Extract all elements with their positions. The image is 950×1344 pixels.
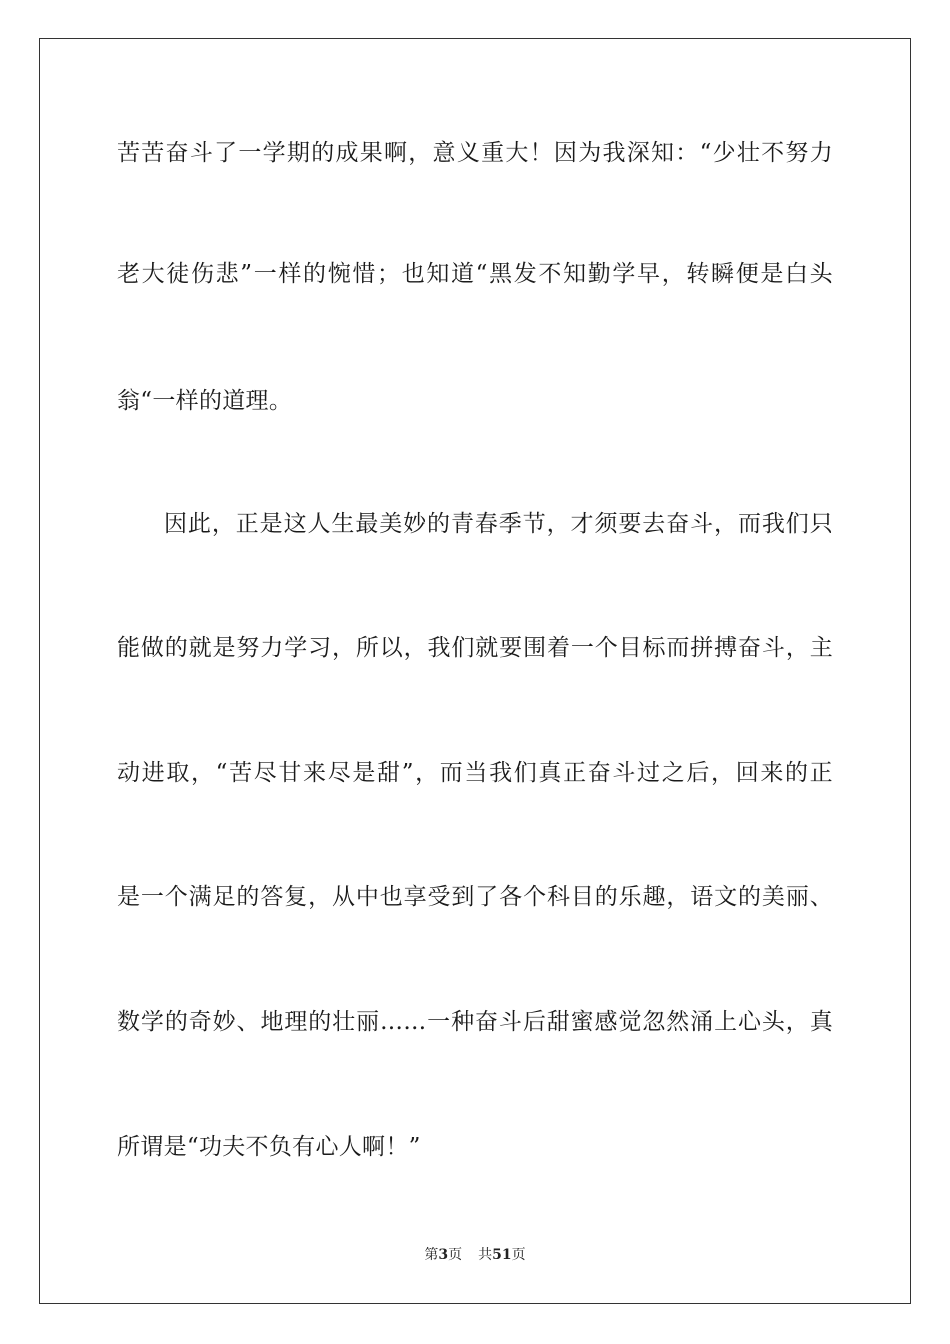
page-footer: [0, 1246, 950, 1264]
text-line-5: 能做的就是努力学习，所以，我们就要围着一个目标而拼搏奋斗，主: [117, 635, 833, 661]
footer-page-prefix: 第: [424, 1247, 439, 1263]
footer-total-suffix: 页: [511, 1247, 526, 1263]
text-line-7: 是一个满足的答复，从中也享受到了各个科目的乐趣，语文的美丽、: [117, 884, 833, 910]
footer-page-suffix: 页: [448, 1247, 463, 1263]
footer-page-number: 3: [438, 1247, 449, 1263]
paragraph-2-first-line: 因此，正是这人生最美妙的青春季节，才须要去奋斗，而我们只: [164, 511, 833, 537]
text-line-6: 动进取，“苦尽甘来尽是甜”，而当我们真正奋斗过之后，回来的正: [117, 760, 833, 786]
text-line-2: 老大徒伤悲”一样的惋惜；也知道“黑发不知勤学早，转瞬便是白头: [117, 261, 833, 287]
text-line-3: 翁“一样的道理。: [117, 388, 293, 414]
footer-total-pages: 51: [492, 1247, 512, 1263]
page-border: [39, 38, 911, 1304]
text-line-9: 所谓是“功夫不负有心人啊！”: [117, 1134, 421, 1160]
text-line-8: 数学的奇妙、地理的壮丽……一种奋斗后甜蜜感觉忽然涌上心头，真: [117, 1009, 833, 1035]
footer-total-prefix: 共: [478, 1247, 493, 1263]
text-line-1: 苦苦奋斗了一学期的成果啊，意义重大！因为我深知：“少壮不努力: [117, 140, 833, 166]
